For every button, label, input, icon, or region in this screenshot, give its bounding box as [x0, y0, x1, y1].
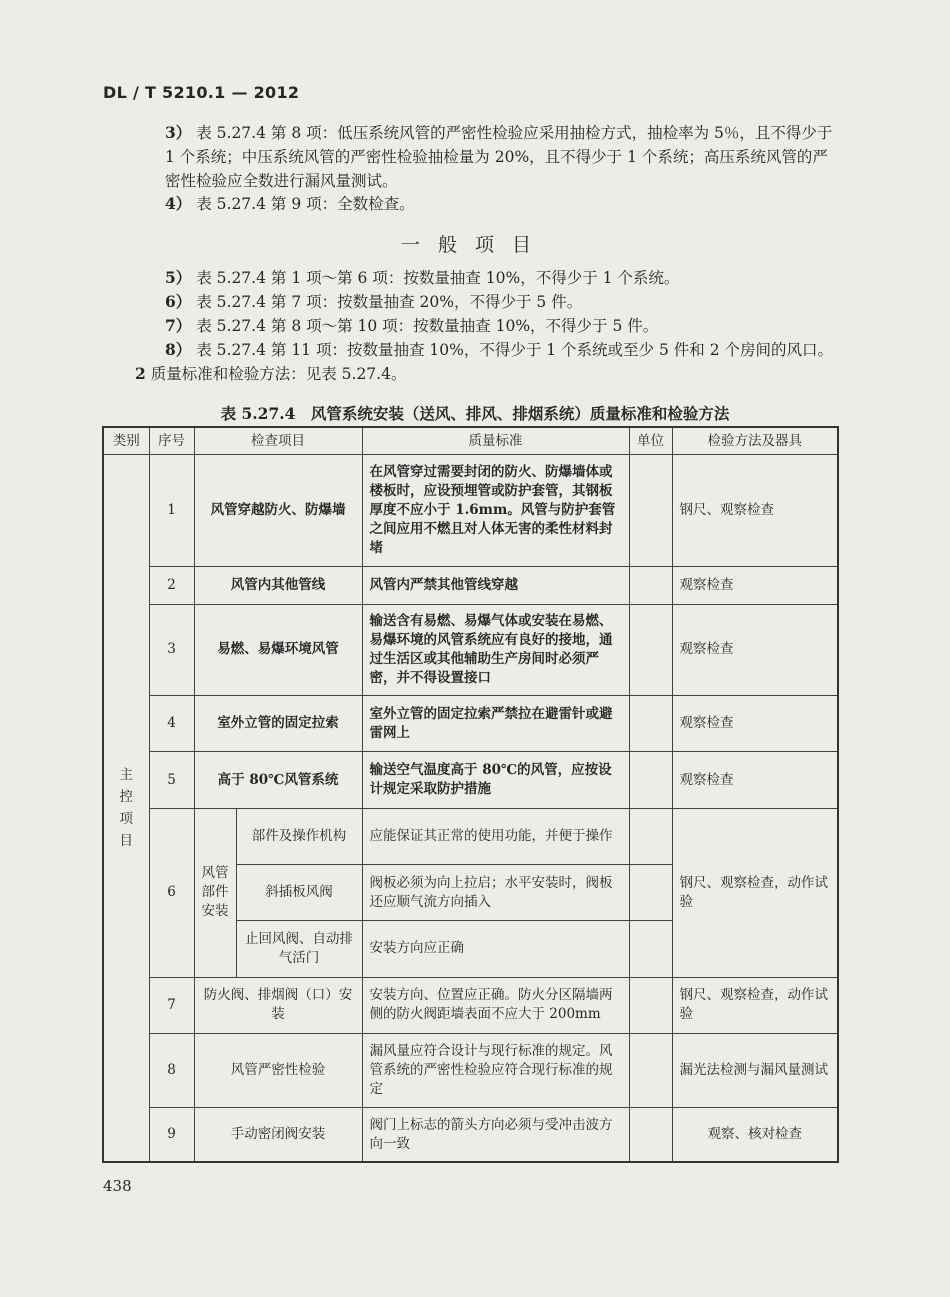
row-number: 6: [149, 808, 194, 977]
header-category: 类别: [103, 427, 149, 455]
paragraph-number: 6）: [165, 292, 192, 311]
paragraph-text: 质量标准和检验方法：见表 5.27.4。: [150, 365, 407, 383]
category-char: 项: [119, 811, 133, 827]
page-number: 438: [103, 1177, 132, 1195]
inspection-method: 漏光法检测与漏风量测试: [672, 1033, 838, 1107]
header-seq: 序号: [149, 427, 194, 455]
quality-standard: 输送空气温度高于 80℃的风管，应按设计规定采取防护措施: [362, 752, 629, 808]
check-item: 防火阀、排烟阀（口）安装: [194, 977, 362, 1033]
table-header-row: [103, 427, 838, 455]
inspection-method: 观察检查: [672, 566, 838, 604]
row-number: 1: [149, 455, 194, 567]
unit: [629, 696, 672, 752]
check-item: 风管严密性检验: [194, 1033, 362, 1107]
row-number: 4: [149, 696, 194, 752]
table-row: [103, 1033, 838, 1107]
row-number: 2: [149, 566, 194, 604]
unit: [629, 864, 672, 920]
paragraph-number: 7）: [165, 316, 192, 335]
unit: [629, 808, 672, 864]
table-row: [103, 1108, 838, 1162]
category-char: 主: [119, 767, 133, 783]
table-row: [103, 566, 838, 604]
paragraph-number: 3）: [165, 123, 192, 142]
paragraph-item-2: [135, 362, 406, 386]
header-check-item: 检查项目: [194, 427, 362, 455]
paragraph-item-5: [165, 266, 679, 290]
paragraph-item-3: [165, 121, 841, 193]
row-number: 5: [149, 752, 194, 808]
quality-standard: 应能保证其正常的使用功能，并便于操作: [362, 808, 629, 864]
table-row: [103, 752, 838, 808]
header-method: 检验方法及器具: [672, 427, 838, 455]
inspection-method: 钢尺、观察检查，动作试验: [672, 808, 838, 977]
unit: [629, 1108, 672, 1162]
quality-standard: 漏风量应符合设计与现行标准的规定。风管系统的严密性检验应符合现行标准的规定: [362, 1033, 629, 1107]
inspection-method: 观察检查: [672, 752, 838, 808]
check-item: 止回风阀、自动排气活门: [236, 921, 362, 977]
row-number: 7: [149, 977, 194, 1033]
check-item: 风管穿越防火、防爆墙: [194, 455, 362, 567]
paragraph-item-4: [165, 192, 415, 216]
quality-standard: 阀板必须为向上拉启；水平安装时，阀板还应顺气流方向插入: [362, 864, 629, 920]
paragraph-number: 5）: [165, 268, 192, 287]
check-item: 手动密闭阀安装: [194, 1108, 362, 1162]
unit: [629, 604, 672, 695]
quality-standard: 在风管穿过需要封闭的防火、防爆墙体或楼板时，应设预埋管或防护套管，其钢板厚度不应小于 1.6mm。风管与防护套管之间应用不燃且对人体无害的柔性材料封堵: [362, 455, 629, 567]
unit: [629, 752, 672, 808]
table-caption: 表 5.27.4 风管系统安装（送风、排风、排烟系统）质量标准和检验方法: [220, 404, 730, 423]
quality-standard-table: [102, 426, 839, 1163]
paragraph-text: 表 5.27.4 第 9 项：全数检查。: [196, 195, 415, 213]
row-number: 9: [149, 1108, 194, 1162]
standard-code: DL / T 5210.1 — 2012: [103, 83, 300, 102]
check-item: 斜插板风阀: [236, 864, 362, 920]
check-item: 部件及操作机构: [236, 808, 362, 864]
table-row: [103, 696, 838, 752]
paragraph-text: 表 5.27.4 第 11 项：按数量抽查 10%，不得少于 1 个系统或至少 5 件和 2 个房间的风口。: [196, 341, 833, 359]
paragraph-number: 2: [135, 364, 146, 383]
paragraph-number: 4）: [165, 194, 192, 213]
unit: [629, 921, 672, 977]
row-number: 8: [149, 1033, 194, 1107]
check-item: 室外立管的固定拉索: [194, 696, 362, 752]
quality-standard: 室外立管的固定拉索严禁拉在避雷针或避雷网上: [362, 696, 629, 752]
inspection-method: 钢尺、观察检查，动作试验: [672, 977, 838, 1033]
paragraph-item-6: [165, 290, 582, 314]
inspection-method: 钢尺、观察检查: [672, 455, 838, 567]
paragraph-item-7: [165, 314, 658, 338]
sub-group-label: 风管部件安装: [194, 808, 236, 977]
header-unit: 单位: [629, 427, 672, 455]
category-char: 控: [119, 789, 133, 805]
inspection-method: 观察检查: [672, 604, 838, 695]
paragraph-number: 8）: [165, 340, 192, 359]
unit: [629, 1033, 672, 1107]
paragraph-text: 表 5.27.4 第 1 项～第 6 项：按数量抽查 10%，不得少于 1 个系统。: [196, 269, 680, 287]
quality-standard: 安装方向、位置应正确。防火分区隔墙两侧的防火阀距墙表面不应大于 200mm: [362, 977, 629, 1033]
quality-standard: 风管内严禁其他管线穿越: [362, 566, 629, 604]
category-cell: [103, 455, 149, 1163]
header-standard: 质量标准: [362, 427, 629, 455]
section-heading: 一般项目: [400, 234, 549, 256]
inspection-method: 观察、核对检查: [672, 1108, 838, 1162]
paragraph-item-8: [165, 338, 833, 362]
quality-standard: 输送含有易燃、易爆气体或安装在易燃、易爆环境的风管系统应有良好的接地，通过生活区或其他辅助生产房间时必须严密，并不得设置接口: [362, 604, 629, 695]
table-row: [103, 977, 838, 1033]
check-item: 易燃、易爆环境风管: [194, 604, 362, 695]
category-char: 目: [119, 833, 133, 849]
check-item: 风管内其他管线: [194, 566, 362, 604]
table-row: [103, 455, 838, 567]
unit: [629, 977, 672, 1033]
table-row: [103, 604, 838, 695]
quality-standard: 阀门上标志的箭头方向必须与受冲击波方向一致: [362, 1108, 629, 1162]
check-item: 高于 80℃风管系统: [194, 752, 362, 808]
paragraph-text: 表 5.27.4 第 7 项：按数量抽查 20%，不得少于 5 件。: [196, 293, 583, 311]
table-row: [103, 808, 838, 864]
quality-standard: 安装方向应正确: [362, 921, 629, 977]
paragraph-text: 表 5.27.4 第 8 项～第 10 项：按数量抽查 10%，不得少于 5 件。: [196, 317, 659, 335]
inspection-method: 观察检查: [672, 696, 838, 752]
unit: [629, 455, 672, 567]
unit: [629, 566, 672, 604]
row-number: 3: [149, 604, 194, 695]
paragraph-text: 表 5.27.4 第 8 项：低压系统风管的严密性检验应采用抽检方式，抽检率为 5％，且不得少于 1 个系统；中压系统风管的严密性检验抽检量为 20%，且不得少于 1 个系统；高压系统风管的严密性检验应全数进行漏风量测试。: [165, 124, 833, 190]
